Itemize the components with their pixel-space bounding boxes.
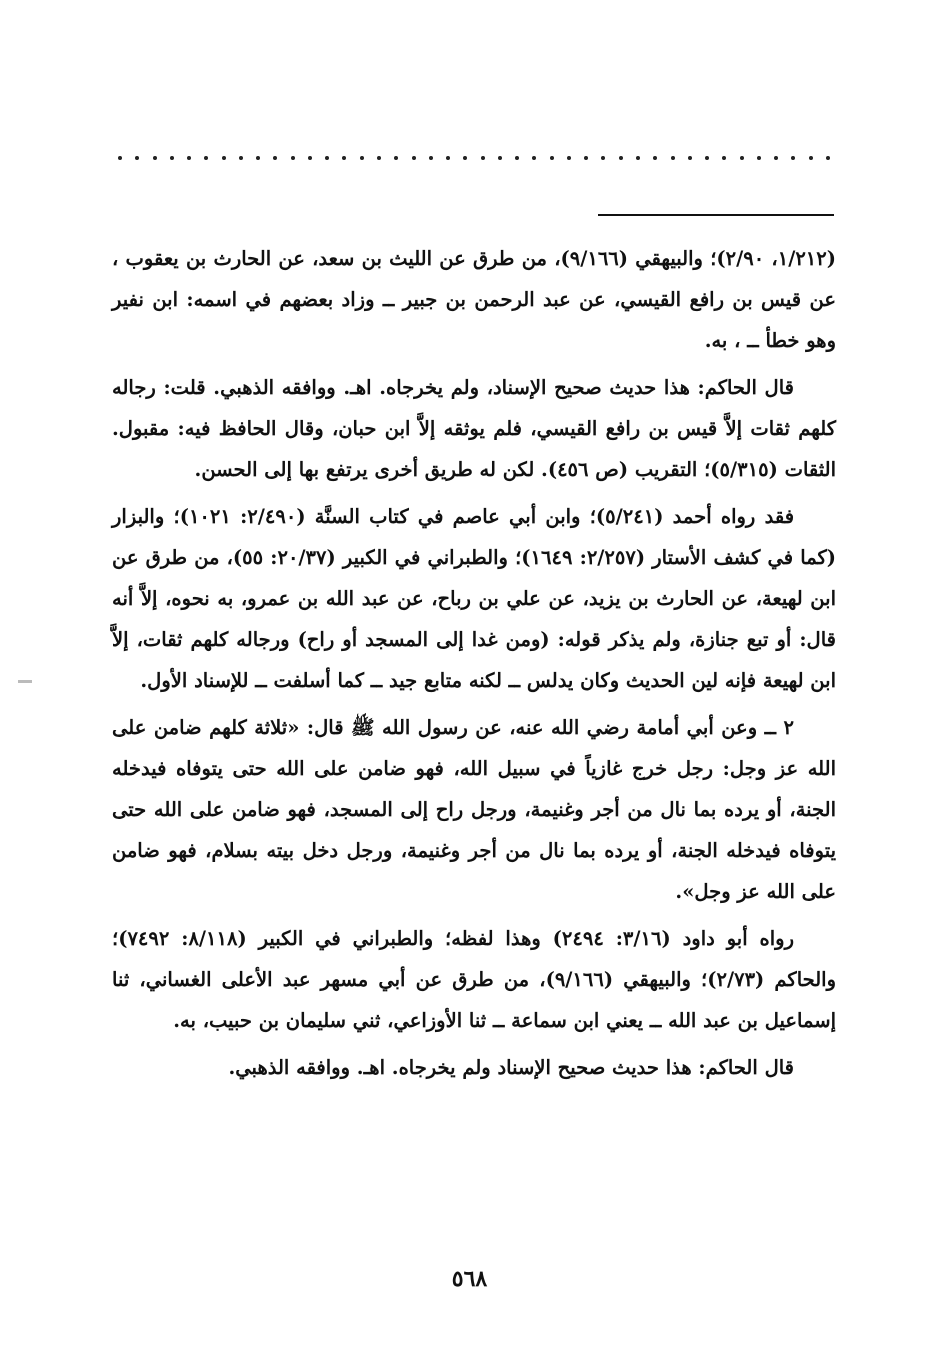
- separator-dot: [377, 156, 381, 160]
- separator-dot: [550, 156, 554, 160]
- separator-dot: [671, 156, 675, 160]
- footnote-paragraph: ٢ ــ وعن أبي أمامة رضي الله عنه، عن رسول الله ﷺ قال: «ثلاثة كلهم ضامن على الله عز وجل: رجل خرج غازياً في سبيل الله، فهو ضامن على الله حتى يتوفاه فيدخله الجنة، أو يرده بما نال من أجر وغنيمة، ورجل راح إلى المسجد، فهو ضامن على الله حتى يتوفاه فيدخله الجنة، أو يرده بما نال من أجر وغنيمة، ورجل دخل بيته بسلام، فهو ضامن على الله عز وجل».: [112, 716, 836, 903]
- separator-dot: [187, 156, 191, 160]
- separator-dot: [757, 156, 761, 160]
- separator-dot: [222, 156, 226, 160]
- footnote-paragraph: فقد رواه أحمد (٥/٢٤١)؛ وابن أبي عاصم في كتاب السنَّة (٢/٤٩٠: ١٠٢١)؛ والبزار (كما في كشف الأستار (٢/٢٥٧: ١٦٤٩)؛ والطبراني في الكبير (٢٠/٣٧: ٥٥)، من طرق عن ابن لهيعة، عن الحارث بن يزيد، عن علي بن رباح، عن عبد الله بن عمرو، به نحوه، إلاَّ أنه قال: أو تبع جنازة، ولم يذكر قوله: (ومن غدا إلى المسجد أو راح) ورجاله كلهم ثقات، إلاَّ ابن لهيعة فإنه لين الحديث وكان يدلس ــ لكنه متابع جيد ــ كما أسلفت ــ للإسناد الأول.: [112, 505, 836, 692]
- footnote-paragraph: قال الحاكم: هذا حديث صحيح الإسناد، ولم يخرجاه. اهـ. ووافقه الذهبي. قلت: رجاله كلهم ثقات إلاَّ قيس بن رافع القيسي، فلم يوثقه إلاَّ ابن حبان، وقال الحافظ فيه: مقبول. الثقات (٥/٣١٥)؛ التقريب (ص ٤٥٦). لكن له طريق أخرى يرتفع بها إلى الحسن.: [112, 376, 836, 481]
- footnote-paragraph: قال الحاكم: هذا حديث صحيح الإسناد ولم يخرجاه. اهـ. ووافقه الذهبي.: [228, 1056, 794, 1079]
- separator-dot: [394, 156, 398, 160]
- separator-dot: [515, 156, 519, 160]
- dotted-separator: [118, 148, 830, 168]
- separator-dot: [325, 156, 329, 160]
- separator-dot: [774, 156, 778, 160]
- separator-dot: [722, 156, 726, 160]
- separator-dot: [446, 156, 450, 160]
- separator-dot: [256, 156, 260, 160]
- separator-dot: [481, 156, 485, 160]
- footnote-body: [112, 238, 836, 1094]
- separator-dot: [291, 156, 295, 160]
- separator-dot: [204, 156, 208, 160]
- separator-dot: [170, 156, 174, 160]
- separator-dot: [308, 156, 312, 160]
- margin-mark: [18, 680, 32, 683]
- separator-dot: [567, 156, 571, 160]
- separator-dot: [688, 156, 692, 160]
- separator-dot: [532, 156, 536, 160]
- separator-dot: [498, 156, 502, 160]
- separator-dot: [360, 156, 364, 160]
- separator-dot: [118, 156, 122, 160]
- separator-dot: [429, 156, 433, 160]
- separator-dot: [601, 156, 605, 160]
- separator-dot: [740, 156, 744, 160]
- footnote-paragraph: رواه أبو داود (٣/١٦: ٢٤٩٤) وهذا لفظه؛ والطبراني في الكبير (٨/١١٨: ٧٤٩٢)؛ والحاكم (٢/٧٣)؛ والبيهقي (٩/١٦٦)، من طرق عن أبي مسهر عبد الأعلى الغساني، ثنا إسماعيل بن عبد الله ــ يعني ابن سماعة ــ ثنا الأوزاعي، ثني سليمان بن حبيب، به.: [112, 927, 837, 1032]
- separator-dot: [636, 156, 640, 160]
- separator-dot: [412, 156, 416, 160]
- separator-dot: [273, 156, 277, 160]
- separator-dot: [153, 156, 157, 160]
- separator-dot: [619, 156, 623, 160]
- separator-dot: [826, 156, 830, 160]
- separator-dot: [342, 156, 346, 160]
- separator-dot: [239, 156, 243, 160]
- separator-dot: [705, 156, 709, 160]
- separator-dot: [791, 156, 795, 160]
- separator-dot: [809, 156, 813, 160]
- footnote-paragraph: (١/٢١٢، ٢/٩٠)؛ والبيهقي (٩/١٦٦)، من طرق عن الليث بن سعد، عن الحارث بن يعقوب ، عن قيس بن رافع القيسي، عن عبد الرحمن بن جبير ــ وزاد بعضهم في اسمه: ابن نفير وهو خطأ ــ ، به.: [112, 247, 836, 352]
- footnote-rule: [598, 214, 834, 216]
- separator-dot: [584, 156, 588, 160]
- separator-dot: [135, 156, 139, 160]
- page-number: ٥٦٨: [451, 1266, 488, 1292]
- separator-dot: [653, 156, 657, 160]
- separator-dot: [463, 156, 467, 160]
